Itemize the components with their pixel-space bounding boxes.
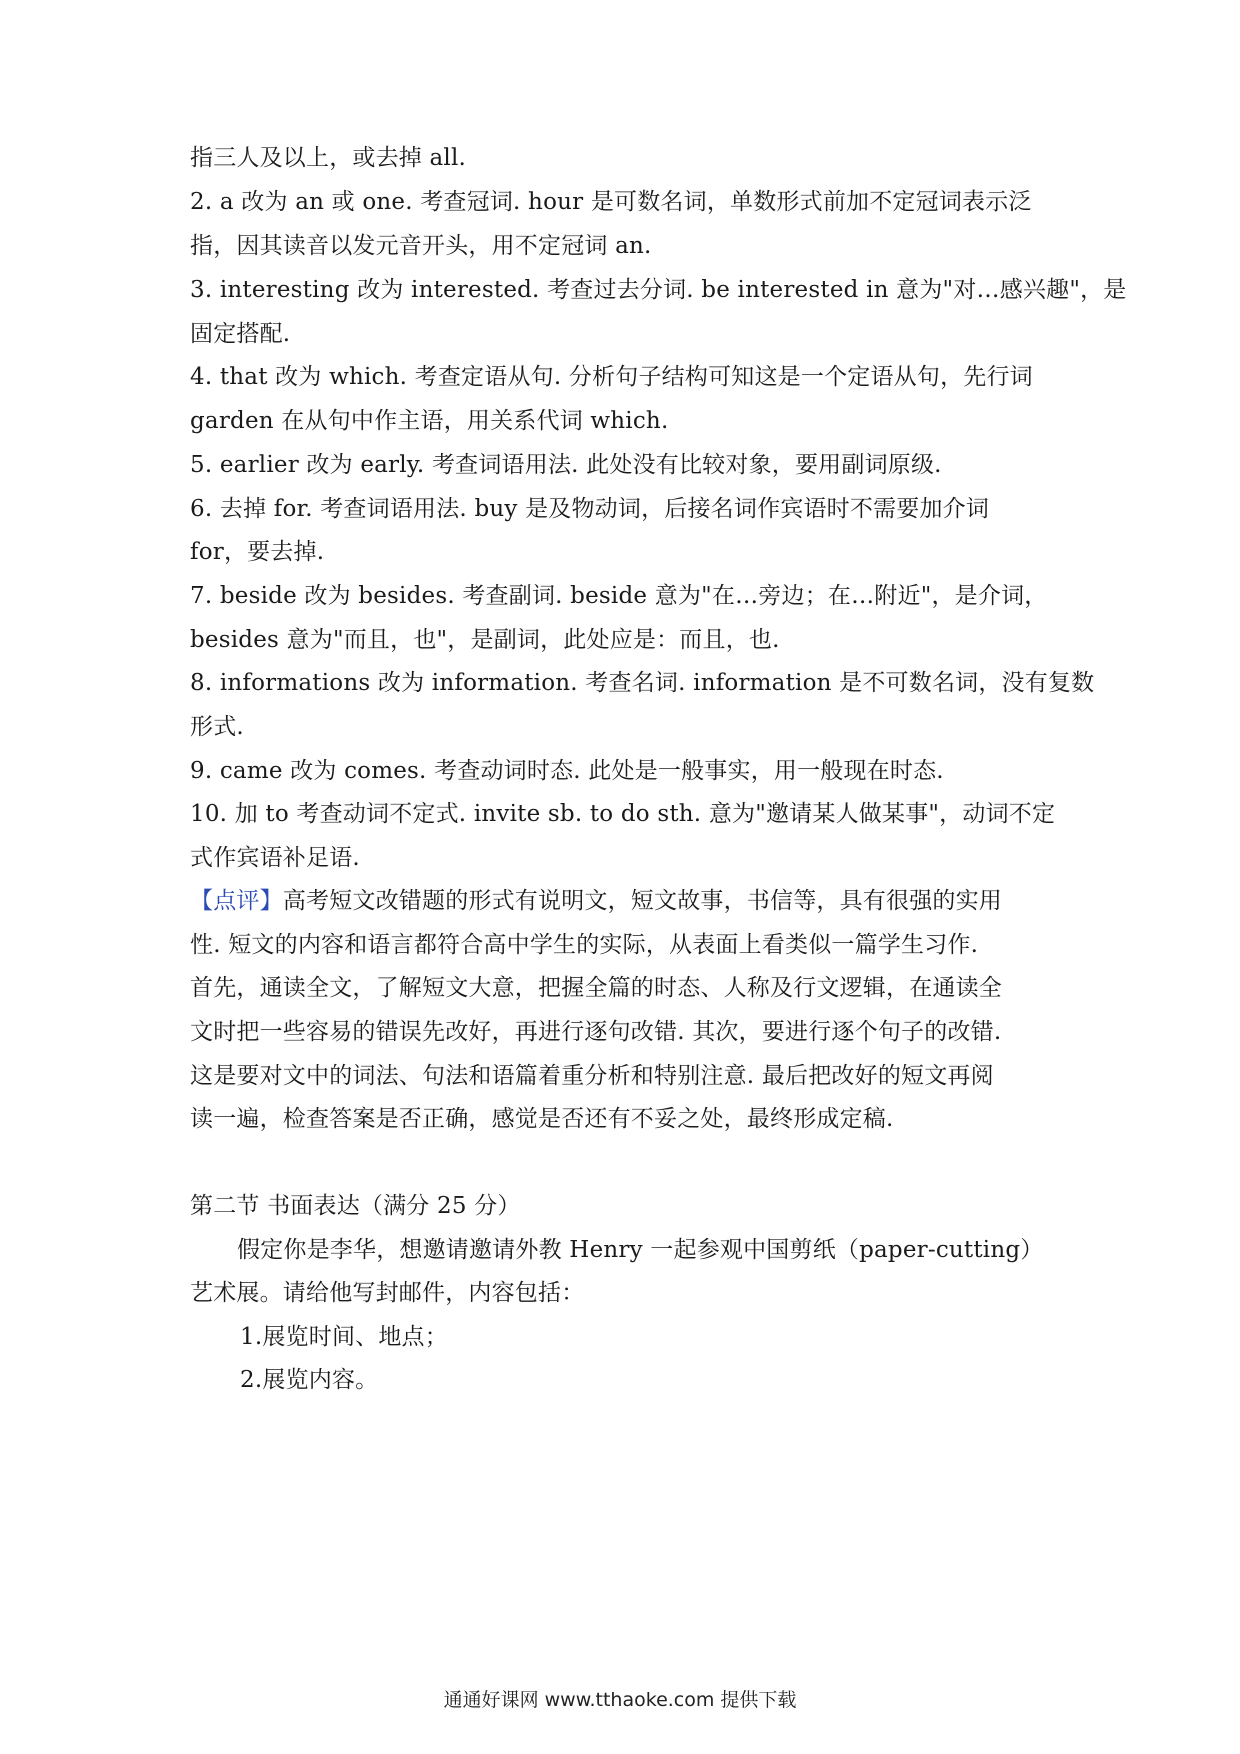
answer-line: 形式. (190, 714, 244, 740)
answer-line: 3. interesting 改为 interested. 考查过去分词. be interested in 意为"对…感兴趣"，是 (190, 277, 1127, 303)
answer-line: 5. earlier 改为 early. 考查词语用法. 此处没有比较对象，要用副词原级. (190, 452, 942, 478)
comment-line: 性. 短文的内容和语言都符合高中学生的实际，从表面上看类似一篇学生习作. (190, 932, 979, 958)
answer-line: for，要去掉. (190, 539, 325, 565)
page-footer: 通通好课网 www.tthaoke.com 提供下载 (443, 1689, 797, 1711)
prompt-line: 艺术展。请给他写封邮件，内容包括： (190, 1280, 585, 1306)
answer-line: 7. beside 改为 besides. 考查副词. beside 意为"在…旁边；在…附近"，是介词， (190, 583, 1048, 609)
comment-tag: 【点评】 (190, 888, 283, 914)
prompt-line: 假定你是李华，想邀请邀请外教 Henry 一起参观中国剪纸（paper-cutting） (237, 1237, 1044, 1263)
comment-line: 首先，通读全文，了解短文大意，把握全篇的时态、人称及行文逻辑，在通读全 (190, 975, 1002, 1001)
comment-line: 这是要对文中的词法、句法和语篇着重分析和特别注意. 最后把改好的短文再阅 (190, 1063, 994, 1089)
answer-line: 4. that 改为 which. 考查定语从句. 分析句子结构可知这是一个定语从句，先行词 (190, 364, 1033, 390)
comment-line: 文时把一些容易的错误先改好，再进行逐句改错. 其次，要进行逐个句子的改错. (190, 1019, 1002, 1045)
answer-line: 指，因其读音以发元音开头，用不定冠词 an. (190, 233, 652, 259)
answer-line: 6. 去掉 for. 考查词语用法. buy 是及物动词，后接名词作宾语时不需要加介词 (190, 496, 990, 522)
prompt-item: 1.展览时间、地点； (240, 1324, 448, 1350)
answer-line: 2. a 改为 an 或 one. 考查冠词. hour 是可数名词，单数形式前加不定冠词表示泛 (190, 189, 1032, 215)
answer-line: 式作宾语补足语. (190, 845, 360, 871)
answer-line: 固定搭配. (190, 321, 291, 347)
answer-line: 10. 加 to 考查动词不定式. invite sb. to do sth. 意为"邀请某人做某事"，动词不定 (190, 801, 1056, 827)
prompt-item: 2.展览内容。 (240, 1367, 379, 1393)
section-heading: 第二节 书面表达（满分 25 分） (190, 1193, 521, 1219)
answer-line: 9. came 改为 comes. 考查动词时态. 此处是一般事实，用一般现在时态. (190, 758, 944, 784)
answer-line: 指三人及以上，或去掉 all. (190, 145, 467, 171)
comment-line: 读一遍，检查答案是否正确，感觉是否还有不妥之处，最终形成定稿. (190, 1106, 894, 1132)
answer-line: garden 在从句中作主语，用关系代词 which. (190, 408, 669, 434)
answer-line: besides 意为"而且，也"，是副词，此处应是：而且，也. (190, 627, 780, 653)
comment-first-line (190, 886, 1060, 916)
answer-line: 8. informations 改为 information. 考查名词. information 是不可数名词，没有复数 (190, 670, 1095, 696)
comment-text: 高考短文改错题的形式有说明文，短文故事，书信等，具有很强的实用 (282, 888, 1003, 914)
